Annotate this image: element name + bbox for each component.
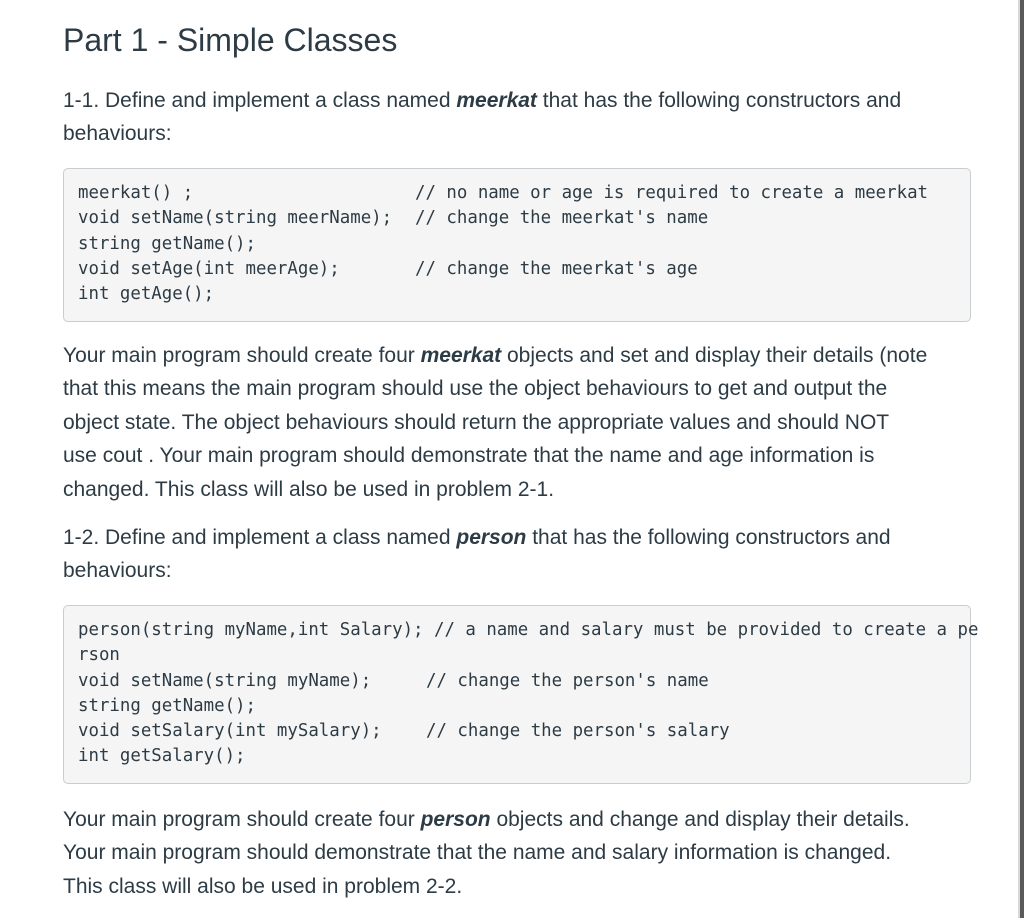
code-line: rson: [78, 645, 120, 666]
code-line: void setName(string myName); // change the person's name: [78, 670, 709, 691]
problem-1-2-main-description: Your main program should create four person objects and change and display their details. Your main program should demonstrate that the name and salary information is changed. This class will also be used in problem 2-2.: [63, 808, 910, 898]
code-line: void setAge(int meerAge); // change the meerkat's age: [78, 258, 698, 279]
code-line: int getAge();: [78, 284, 215, 305]
code-line: int getSalary();: [78, 746, 246, 767]
class-name-person: person: [456, 526, 527, 549]
code-line: string getName();: [78, 233, 256, 254]
code-line: void setName(string meerName); // change the meerkat's name: [78, 208, 709, 229]
code-line: string getName();: [78, 695, 256, 716]
class-name-meerkat: meerkat: [456, 89, 537, 112]
code-line: meerkat() ; // no name or age is required to create a meerkat: [78, 183, 929, 203]
class-name-person: person: [420, 808, 491, 831]
problem-1-2-intro: 1-2. Define and implement a class named person that has the following constructors and behaviours:: [63, 526, 891, 583]
problem-1-1-intro: 1-1. Define and implement a class named meerkat that has the following constructors and behaviours:: [63, 89, 902, 146]
page-title: Part 1 - Simple Classes: [63, 22, 398, 58]
code-line: person(string myName,int Salary); // a name and salary must be provided to create a pe: [78, 620, 979, 640]
class-name-meerkat: meerkat: [420, 344, 502, 367]
meerkat-code-block: [63, 168, 971, 322]
person-code-block: [63, 605, 979, 784]
problem-1-1-main-description: Your main program should create four meerkat objects and set and display their details (note that this means the main program should use the object behaviours to get and output the object state. The object behaviours should return the appropriate values and should NOT use cout . Your main program should demonstrate that the name and age information is changed. This class will also be used in problem 2-1.: [63, 344, 928, 501]
scrollbar-edge[interactable]: [1020, 0, 1024, 918]
code-line: void setSalary(int mySalary); // change the person's salary: [78, 721, 730, 742]
